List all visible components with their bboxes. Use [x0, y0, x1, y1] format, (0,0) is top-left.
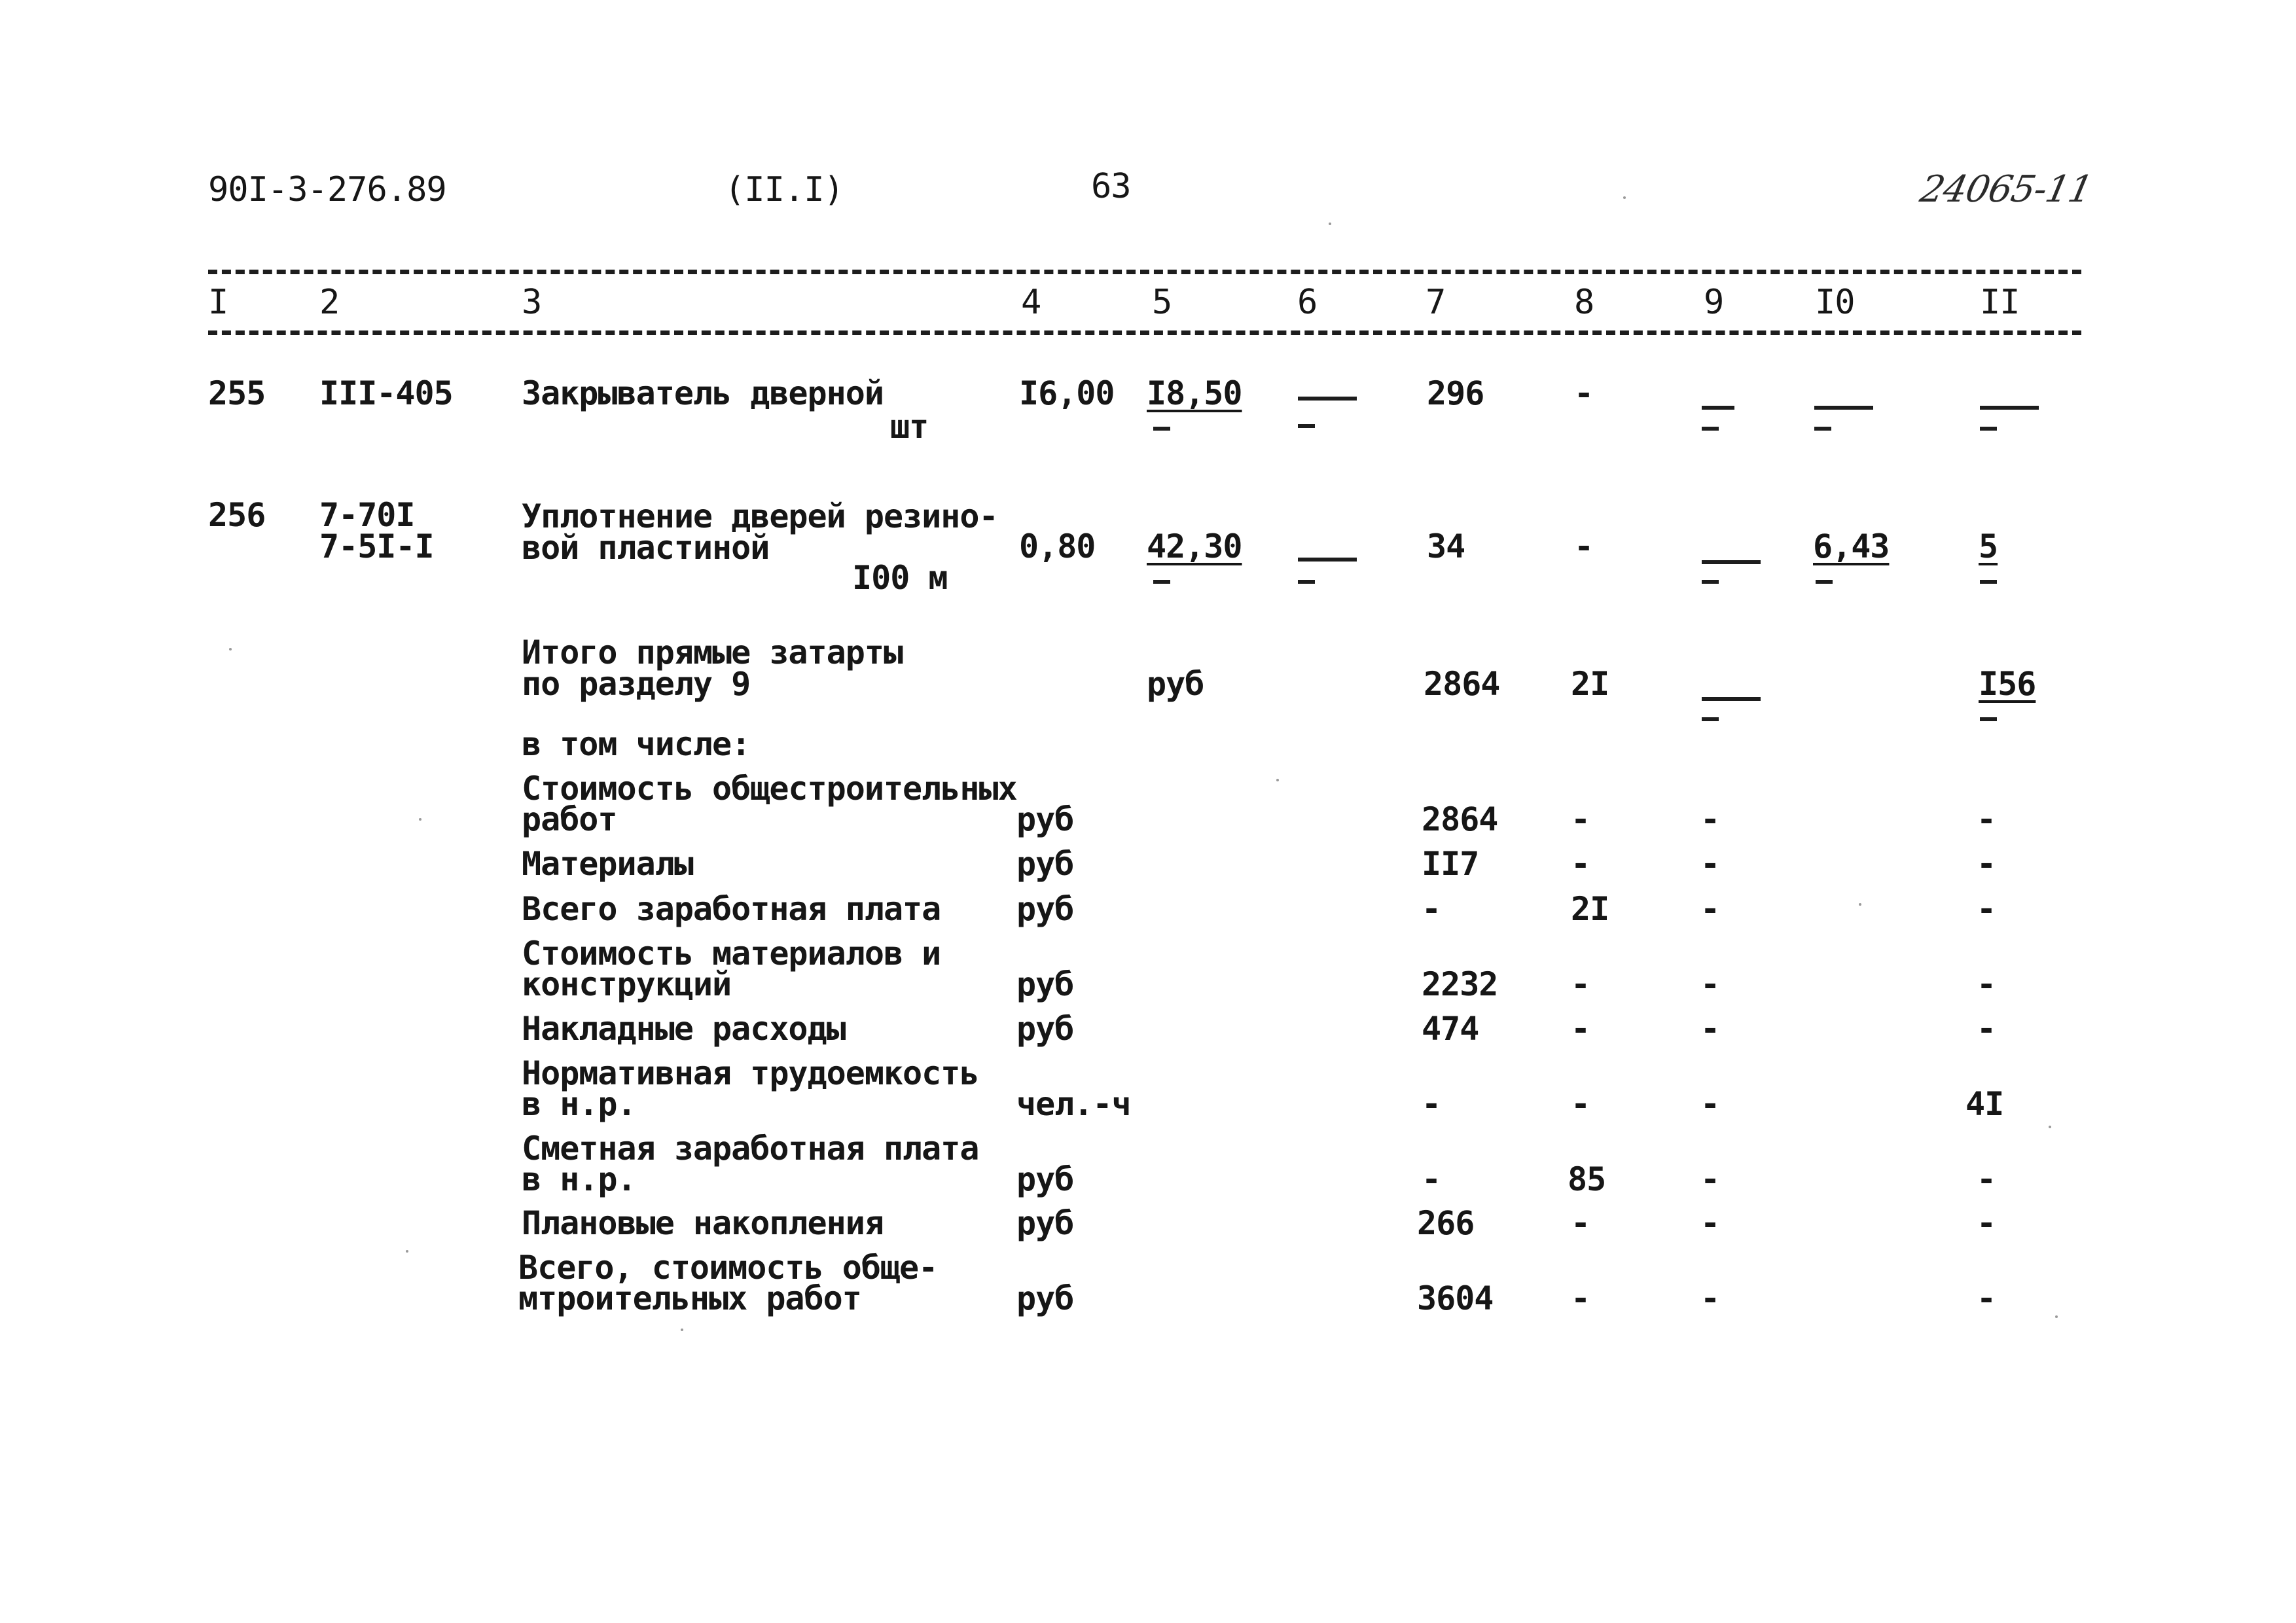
item-col7: 34 [1427, 527, 1465, 565]
handwritten-stamp: 24065-11 [1916, 168, 2096, 211]
breakdown-unit: руб [1016, 965, 1074, 1003]
totals-label-1: Итого прямые затарты [522, 633, 903, 671]
item-col10: 6,43 [1813, 527, 1890, 565]
item-code-2: 7-5I-I [319, 527, 434, 565]
breakdown-col8: - [1571, 1085, 1590, 1123]
column-header-2: 2 [319, 283, 340, 322]
item-code-1: 7-70I [319, 496, 415, 534]
breakdown-label-1: Нормативная трудоемкость [522, 1054, 979, 1092]
column-header-4: 4 [1021, 283, 1041, 322]
breakdown-col11: - [1977, 890, 1996, 928]
breakdown-label-1: Материалы [522, 845, 693, 883]
breakdown-col8: - [1571, 800, 1590, 838]
col11-sub-dash [1980, 580, 1997, 584]
breakdown-col7: II7 [1422, 845, 1479, 883]
breakdown-unit: руб [1016, 1279, 1074, 1317]
breakdown-unit: руб [1016, 800, 1074, 838]
breakdown-col11: - [1977, 965, 1996, 1003]
scan-speck [419, 818, 422, 821]
totals-col8: 2I [1571, 665, 1609, 703]
breakdown-unit: руб [1016, 1010, 1074, 1048]
column-header-6: 6 [1297, 283, 1318, 322]
column-header-11: II [1980, 283, 2020, 322]
scan-speck [2055, 1315, 2058, 1318]
header-rule-top [208, 270, 2081, 274]
breakdown-label-1: Стоимость материалов и [522, 935, 941, 972]
scan-speck [1859, 903, 1861, 906]
column-header-7: 7 [1426, 283, 1446, 322]
fraction-mark-col11 [1980, 406, 2039, 410]
totals-col11: I56 [1979, 665, 2036, 703]
breakdown-unit: руб [1016, 1204, 1074, 1242]
col11-sub-dash [1980, 717, 1997, 721]
fraction-mark-col9 [1702, 697, 1761, 701]
col10-sub-dash [1816, 580, 1833, 584]
item-name-2: вой пластиной [522, 529, 770, 567]
breakdown-label-1: Сметная заработная плата [522, 1130, 979, 1168]
breakdown-col7: 3604 [1417, 1279, 1494, 1317]
breakdown-label-1: Всего, стоимость обще- [518, 1249, 938, 1287]
column-header-8: 8 [1574, 283, 1594, 322]
item-name: Закрыватель дверной [522, 374, 884, 412]
scan-speck [2049, 1126, 2051, 1128]
item-col8: - [1574, 374, 1594, 412]
item-quantity: 0,80 [1019, 527, 1096, 565]
breakdown-unit: руб [1016, 845, 1074, 883]
breakdown-unit: руб [1016, 1160, 1074, 1198]
item-col8: - [1574, 527, 1594, 565]
breakdown-col11: - [1977, 1279, 1996, 1317]
breakdown-col11: - [1977, 1010, 1996, 1048]
breakdown-col7: 2864 [1422, 800, 1498, 838]
item-code: III-405 [319, 374, 453, 412]
breakdown-col8: - [1571, 1010, 1590, 1048]
item-col7: 296 [1427, 374, 1484, 412]
breakdown-label-2: мтроительных работ [518, 1279, 861, 1317]
section-code: (II.I) [725, 170, 844, 209]
fraction-mark-col9 [1702, 406, 1734, 410]
breakdown-label-1: Плановые накопления [522, 1204, 884, 1242]
column-header-3: 3 [522, 283, 542, 322]
item-unit: I00 м [852, 559, 948, 597]
breakdown-col7: 266 [1417, 1204, 1475, 1242]
scan-speck [681, 1329, 683, 1331]
scan-speck [1276, 779, 1279, 781]
breakdown-col9: - [1700, 1279, 1720, 1317]
breakdown-col11: - [1977, 1160, 1996, 1198]
column-header-10: I0 [1815, 283, 1855, 322]
item-unit: шт [890, 408, 929, 446]
breakdown-label-2: в н.р. [522, 1085, 636, 1123]
fraction-mark-col9-bottom [1702, 427, 1719, 431]
totals-label-2: по разделу 9 [522, 665, 751, 703]
breakdown-col7: - [1422, 1160, 1441, 1198]
breakdown-col7: 2232 [1422, 965, 1498, 1003]
item-col11: 5 [1979, 527, 1998, 565]
breakdown-label-2: в н.р. [522, 1160, 636, 1198]
breakdown-col8: 2I [1571, 890, 1609, 928]
breakdown-col9: - [1700, 1204, 1720, 1242]
breakdown-unit: чел.-ч [1016, 1085, 1131, 1123]
item-number: 256 [208, 496, 266, 534]
fraction-mark-col10-bottom [1814, 427, 1831, 431]
including-label: в том числе: [522, 725, 751, 763]
fraction-mark-col6-bottom [1298, 424, 1315, 428]
item-price: 42,30 [1147, 527, 1242, 565]
breakdown-col9: - [1700, 1010, 1720, 1048]
scan-speck [229, 648, 232, 651]
breakdown-col9: - [1700, 965, 1720, 1003]
item-number: 255 [208, 374, 266, 412]
fraction-mark-col6-bottom [1298, 580, 1315, 584]
breakdown-col8: - [1571, 965, 1590, 1003]
breakdown-unit: руб [1016, 890, 1074, 928]
breakdown-label-1: Стоимость общестроительных [522, 770, 1017, 808]
breakdown-col7: - [1422, 890, 1441, 928]
totals-unit: руб [1147, 665, 1204, 703]
breakdown-col8: - [1571, 1204, 1590, 1242]
item-quantity: I6,00 [1019, 374, 1115, 412]
breakdown-col7: 474 [1422, 1010, 1479, 1048]
fraction-mark-col10 [1814, 406, 1873, 410]
breakdown-col8: - [1571, 1279, 1590, 1317]
scan-speck [1623, 196, 1626, 199]
column-header-5: 5 [1152, 283, 1172, 322]
breakdown-col7: - [1422, 1085, 1441, 1123]
column-header-9: 9 [1704, 283, 1724, 322]
breakdown-col9: - [1700, 1160, 1720, 1198]
fraction-mark-col11-bottom [1980, 427, 1997, 431]
price-sub-dash [1153, 427, 1170, 431]
breakdown-label-2: работ [522, 800, 617, 838]
item-price: I8,50 [1147, 374, 1242, 412]
breakdown-label-2: конструкций [522, 965, 732, 1003]
fraction-mark-col6 [1298, 397, 1357, 401]
breakdown-col8: 85 [1568, 1160, 1606, 1198]
breakdown-col9: - [1700, 1085, 1720, 1123]
breakdown-label-1: Всего заработная плата [522, 890, 941, 928]
page-number: 63 [1091, 167, 1131, 206]
column-header-1: I [208, 283, 228, 322]
breakdown-col11: - [1977, 845, 1996, 883]
fraction-mark-col9-bottom [1702, 580, 1719, 584]
breakdown-label-1: Накладные расходы [522, 1010, 846, 1048]
fraction-mark-col6 [1298, 558, 1357, 562]
item-name-1: Уплотнение дверей резино- [522, 497, 998, 535]
fraction-mark-col9 [1702, 560, 1761, 564]
breakdown-col9: - [1700, 845, 1720, 883]
breakdown-col11: - [1977, 800, 1996, 838]
breakdown-col9: - [1700, 890, 1720, 928]
scan-speck [406, 1250, 408, 1253]
breakdown-col8: - [1571, 845, 1590, 883]
breakdown-col11: - [1977, 1204, 1996, 1242]
breakdown-col11: 4I [1965, 1085, 2004, 1123]
scan-speck [1329, 223, 1331, 225]
totals-col7: 2864 [1424, 665, 1500, 703]
document-code: 90I-3-276.89 [208, 170, 446, 209]
price-sub-dash [1153, 580, 1170, 584]
breakdown-col9: - [1700, 800, 1720, 838]
fraction-mark-col9-bottom [1702, 717, 1719, 721]
header-rule-bottom [208, 330, 2081, 335]
